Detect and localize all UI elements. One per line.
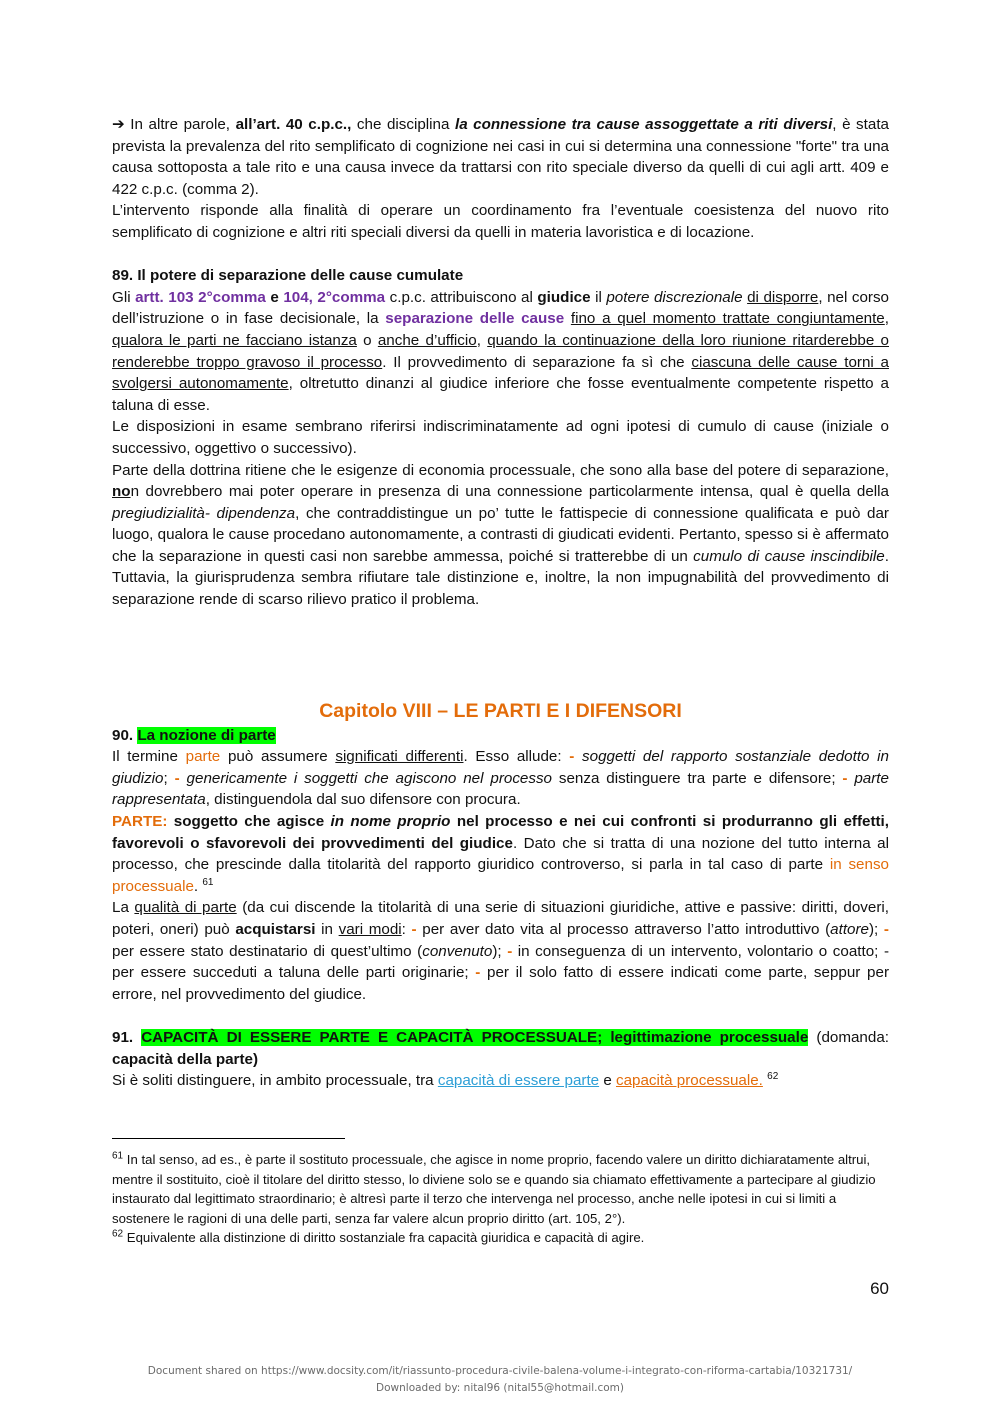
footnote-62: $^{62}$ Equivalente alla distinzione di diritto sostanziale fra capacità giuridica e capacità di agire. (112, 1228, 645, 1246)
section-91-heading: 91. CAPACITÀ DI ESSERE PARTE E CAPACITÀ PROCESSUALE; legittimazione processuale (domanda: capacità della parte) (112, 1028, 889, 1068)
footnote-ref-61[interactable]: 61 (202, 876, 214, 888)
document-footer (0, 1363, 1000, 1397)
arrow-right-icon: ➔ (112, 115, 125, 133)
paragraph-90-termine: Il termine parte può assumere significati differenti. Esso allude: - soggetti del rapporto sostanziale dedotto in giudizio; - genericamente i soggetti che agiscono nel processo senza distinguere tra parte e difensore; - parte rappresentata, distinguendola dal suo difensore con procura. (112, 748, 889, 809)
paragraph-90-parte-def: PARTE: soggetto che agisce in nome proprio nel processo e nei cui confronti si produrranno gli effetti, favorevoli o sfavorevoli dei provvedimenti del giudice. Dato che si tratta di una nozione del tutto interna al processo, che prescinde dalla titolarità del rapporto giuridico controverso, si parla in tal caso di parte in senso processuale. $^{61}$ (112, 813, 890, 895)
section-90-heading: 90. La nozione di parte (112, 726, 276, 744)
chapter-title: Capitolo VIII – LE PARTI E I DIFENSORI (319, 699, 682, 722)
section-89-heading: 89. Il potere di separazione delle cause cumulate (112, 267, 464, 285)
shared-url-text[interactable]: Document shared on https://www.docsity.com/it/riassunto-procedura-civile-balena-volume-i-integrato-con-riforma-cartabia/10321731/ (147, 1365, 853, 1377)
paragraph-89-separazione: Gli artt. 103 2°comma e 104, 2°comma c.p.c. attribuiscono al giudice il potere discrezionale di disporre, nel corso dell’istruzione o in fase decisionale, la separazione delle cause fino a quel momento trattate congiuntamente, qualora le parti ne facciano istanza o anche d’ufficio, quando la continuazione della loro riunione ritarderebbe o renderebbe troppo gravoso il processo. Il provvedimento di separazione fa sì che ciascuna delle cause torni a svolgersi autonomamente, oltretutto dinanzi al giudice inferiore che fosse eventualmente competente rispetto a taluna di esse. (112, 288, 889, 414)
link-capacita-processuale[interactable]: capacità processuale. (616, 1072, 763, 1090)
downloaded-by-text: Downloaded by: nital96 (nital55@hotmail.com) (376, 1382, 624, 1394)
footnote-61: $^{61}$ In tal senso, ad es., è parte il sostituto processuale, che agisce in nome proprio, facendo valere un diritto dichiaratamente altrui, mentre il sostituito, cioè il titolare del diritto stesso, lo diviene solo se e quando sia chiamato effettivamente a partecipare al giudizio instaurato dal legittimato straordinario; è altresì parte il terzo che intervenga nel processo, anche nelle ipotesi in cui si limiti a sostenere le ragioni di una delle parti, senza far valere alcun proprio diritto (art. 105, 2°). (112, 1150, 876, 1226)
paragraph-art40: ➔ In altre parole, all’art. 40 c.p.c., che disciplina la connessione tra cause assoggettate a riti diversi, è stata prevista la prevalenza del rito semplificato di cognizione nei casi in cui si determina una connessione "forte" tra una causa sottoposta a tale rito e una causa invece da trattarsi con rito speciale diverso da quelli di cui agli artt. 409 e 422 c.p.c. (comma 2). (112, 115, 889, 198)
paragraph-89-disposizioni: Le disposizioni in esame sembrano riferirsi indiscriminatamente ad ogni ipotesi di cumulo di cause (iniziale o successivo, oggettivo o successivo). (112, 418, 889, 457)
paragraph-91-capacita: Si è soliti distinguere, in ambito processuale, tra capacità di essere parte e capacità processuale. $^{62}$ (112, 1071, 779, 1090)
link-capacita-essere-parte[interactable]: capacità di essere parte (437, 1072, 600, 1090)
page-number: 60 (870, 1279, 889, 1298)
paragraph-89-dottrina: Parte della dottrina ritiene che le esigenze di economia processuale, che sono alla base del potere di separazione, non dovrebbero mai poter operare in presenza di una connessione particolarmente intensa, qual è quella della pregiudizialità- dipendenza, che contraddistingue un po’ tutte le fattispecie di connessione qualificata e può dar luogo, qualora le cause procedano autonomamente, a contrasti di giudicati evidenti. Pertanto, spesso si è affermato che la separazione in questi casi non sarebbe ammessa, poiché si tratterebbe di un cumulo di cause inscindibile. Tuttavia, la giurisprudenza sembra rifiutare tale distinzione e, inoltre, la non impugnabilità del provvedimento di separazione rende di scarso rilievo pratico il problema. (112, 461, 889, 609)
paragraph-90-qualita: La qualità di parte (da cui discende la titolarità di una serie di situazioni giuridiche, attive e passive: diritti, doveri, poteri, oneri) può acquistarsi in vari modi: - per aver dato vita al processo attraverso l’atto introduttivo (attore); - per essere stato destinatario di quest’ultimo (convenuto); - in conseguenza di un intervento, volontario o coatto; - per essere succeduti a taluna delle parti originarie; - per il solo fatto di essere indicati come parte, seppur per errore, nel provvedimento del giudice. (112, 899, 890, 1003)
footnotes (112, 1150, 889, 1248)
page-body (112, 114, 889, 1092)
footnote-ref-62[interactable]: 62 (767, 1071, 779, 1083)
paragraph-intervento: L’intervento risponde alla finalità di operare un coordinamento fra l’eventuale coesistenza del nuovo rito semplificato di cognizione e altri riti speciali diversi da quelli in materia lavoristica e di locazione. (112, 202, 889, 241)
footnote-separator (112, 1138, 345, 1139)
